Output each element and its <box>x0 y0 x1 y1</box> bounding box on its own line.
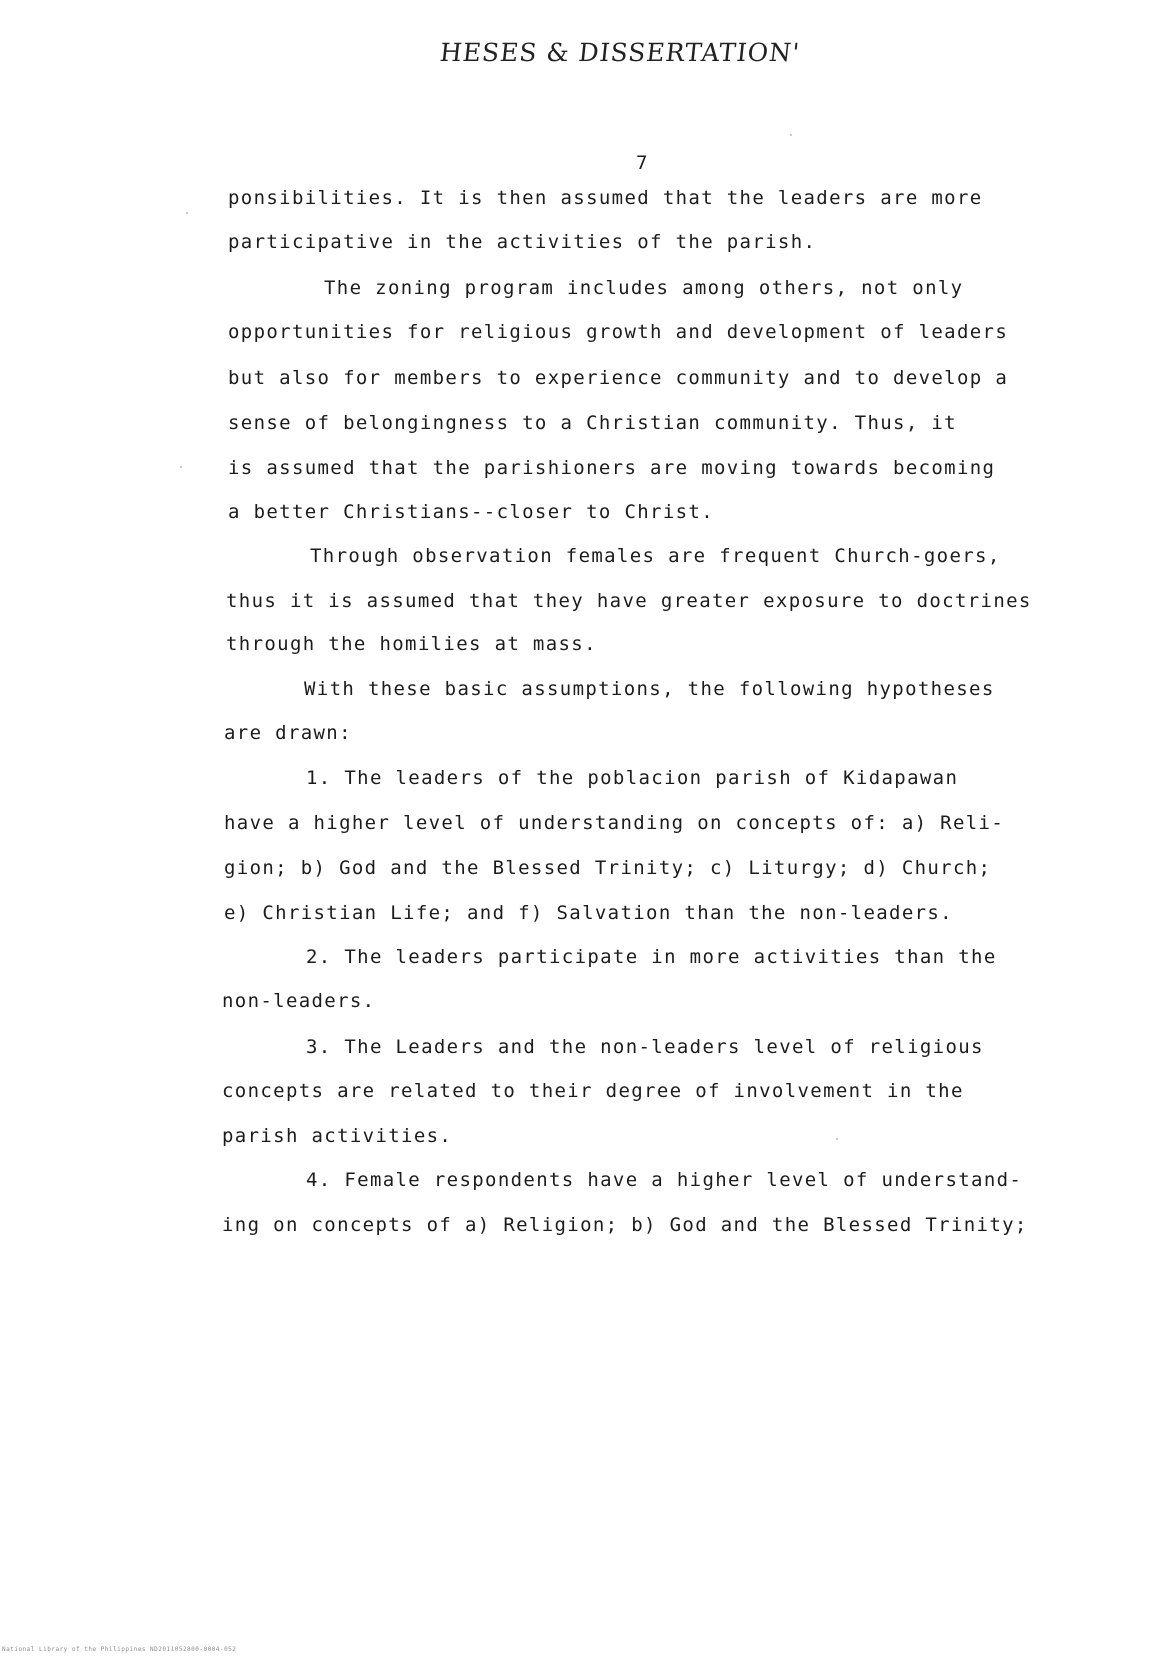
text-line: ponsibilities. It is then assumed that the leaders are more <box>228 187 983 209</box>
text-line: 3. The Leaders and the non-leaders level of religious <box>306 1036 984 1058</box>
page-number: 7 <box>636 152 648 174</box>
text-line: have a higher level of understanding on concepts of: a) Reli- <box>224 812 1005 834</box>
text-line: With these basic assumptions, the following hypotheses <box>304 678 995 700</box>
text-line: is assumed that the parishioners are moving towards becoming <box>228 457 996 479</box>
scan-speck <box>836 1138 838 1140</box>
text-line: participative in the activities of the parish. <box>228 231 817 253</box>
text-line: Through observation females are frequent Church-goers, <box>310 545 1001 567</box>
text-line: concepts are related to their degree of involvement in the <box>222 1080 964 1102</box>
text-line: The zoning program includes among others, not only <box>324 277 964 299</box>
text-line: non-leaders. <box>222 990 376 1012</box>
text-line: through the homilies at mass. <box>226 633 597 655</box>
text-line: gion; b) God and the Blessed Trinity; c) Liturgy; d) Church; <box>224 857 992 879</box>
text-line: sense of belongingness to a Christian community. Thus, it <box>228 412 957 434</box>
text-line: but also for members to experience community and to develop a <box>228 367 1009 389</box>
text-line: are drawn: <box>224 722 352 744</box>
scan-speck <box>790 134 792 136</box>
text-line: parish activities. <box>222 1125 453 1147</box>
footer-source: National Library of the Philippines ND2011052800-0004-052 <box>2 1646 237 1653</box>
text-line: a better Christians--closer to Christ. <box>228 501 714 523</box>
text-line: 4. Female respondents have a higher level of understand- <box>306 1169 1023 1191</box>
text-line: opportunities for religious growth and development of leaders <box>228 321 1009 343</box>
scan-speck <box>186 212 188 214</box>
theses-stamp: HESES & DISSERTATION' <box>438 38 802 67</box>
text-line: thus it is assumed that they have greater exposure to doctrines <box>226 590 1032 612</box>
text-line: 2. The leaders participate in more activities than the <box>306 946 997 968</box>
text-line: 1. The leaders of the poblacion parish of Kidapawan <box>306 767 959 789</box>
scan-speck <box>180 466 182 468</box>
text-line: e) Christian Life; and f) Salvation than the non-leaders. <box>224 902 953 924</box>
text-line: ing on concepts of a) Religion; b) God and the Blessed Trinity; <box>222 1214 1028 1236</box>
